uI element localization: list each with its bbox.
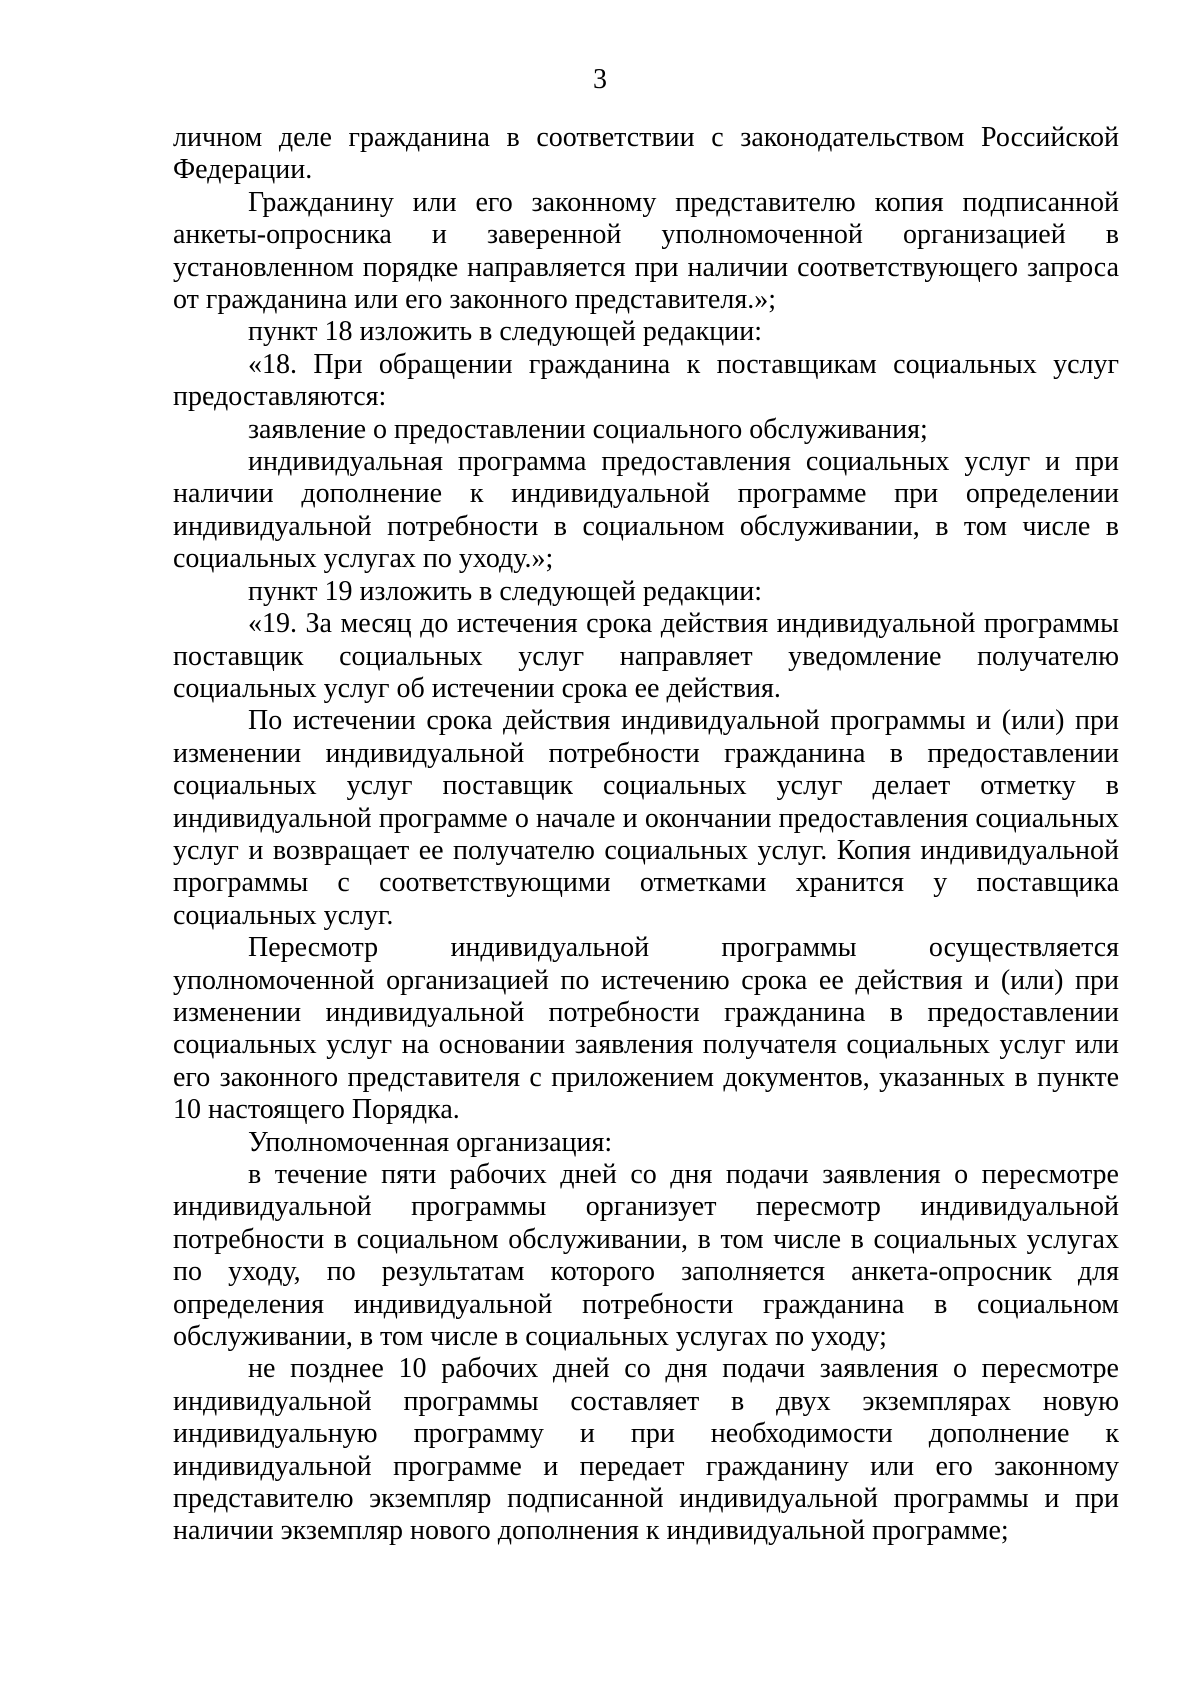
paragraph: Гражданину или его законному представителю копия подписанной анкеты-опросника и заверенной уполномоченной организацией в установленном порядке направляется при наличии соответствующего запроса от гражданина или его законного представителя.»;: [173, 186, 1119, 316]
paragraph: пункт 19 изложить в следующей редакции:: [248, 575, 762, 607]
paragraph-continuation: личном деле гражданина в соответствии с законодательством Российской Федерации.: [173, 122, 1119, 186]
page-number: 3: [593, 64, 607, 95]
paragraph: в течение пяти рабочих дней со дня подачи заявления о пересмотре индивидуальной программы организует пересмотр индивидуальной потребности в социальном обслуживании, в том числе в социальных услугах по уходу, по результатам которого заполняется анкета-опросник для определения индивидуальной потребности гражданина в социальном обслуживании, в том числе в социальных услугах по уходу;: [173, 1159, 1119, 1353]
document-body: [173, 122, 1119, 1548]
paragraph: Уполномоченная организация:: [248, 1126, 613, 1158]
paragraph: «19. За месяц до истечения срока действия индивидуальной программы поставщик социальных услуг направляет уведомление получателю социальных услуг об истечении срока ее действия.: [173, 608, 1119, 704]
paragraph: Пересмотр индивидуальной программы осуществляется уполномоченной организацией по истечению срока ее действия и (или) при изменении индивидуальной потребности гражданина в предоставлении социальных услуг на основании заявления получателя социальных услуг или его законного представителя с приложением документов, указанных в пункте 10 настоящего Порядка.: [173, 932, 1119, 1126]
paragraph: пункт 18 изложить в следующей редакции:: [248, 316, 762, 348]
paragraph: индивидуальная программа предоставления социальных услуг и при наличии дополнение к индивидуальной программе при определении индивидуальной потребности в социальном обслуживании, в том числе в социальных услугах по уходу.»;: [173, 446, 1119, 575]
paragraph: По истечении срока действия индивидуальной программы и (или) при изменении индивидуальной потребности гражданина в предоставлении социальных услуг поставщик социальных услуг делает отметку в индивидуальной программе о начале и окончании предоставления социальных услуг и возвращает ее получателю социальных услуг. Копия индивидуальной программы с соответствующими отметками хранится у поставщика социальных услуг.: [173, 705, 1119, 931]
paragraph: «18. При обращении гражданина к поставщикам социальных услуг предоставляются:: [173, 348, 1119, 413]
paragraph: заявление о предоставлении социального обслуживания;: [248, 413, 928, 445]
paragraph: не позднее 10 рабочих дней со дня подачи заявления о пересмотре индивидуальной программы составляет в двух экземплярах новую индивидуальную программу и при необходимости дополнение к индивидуальной программе и передает гражданину или его законному представителю экземпляр подписанной индивидуальной программы и при наличии экземпляр нового дополнения к индивидуальной программе;: [173, 1353, 1119, 1547]
